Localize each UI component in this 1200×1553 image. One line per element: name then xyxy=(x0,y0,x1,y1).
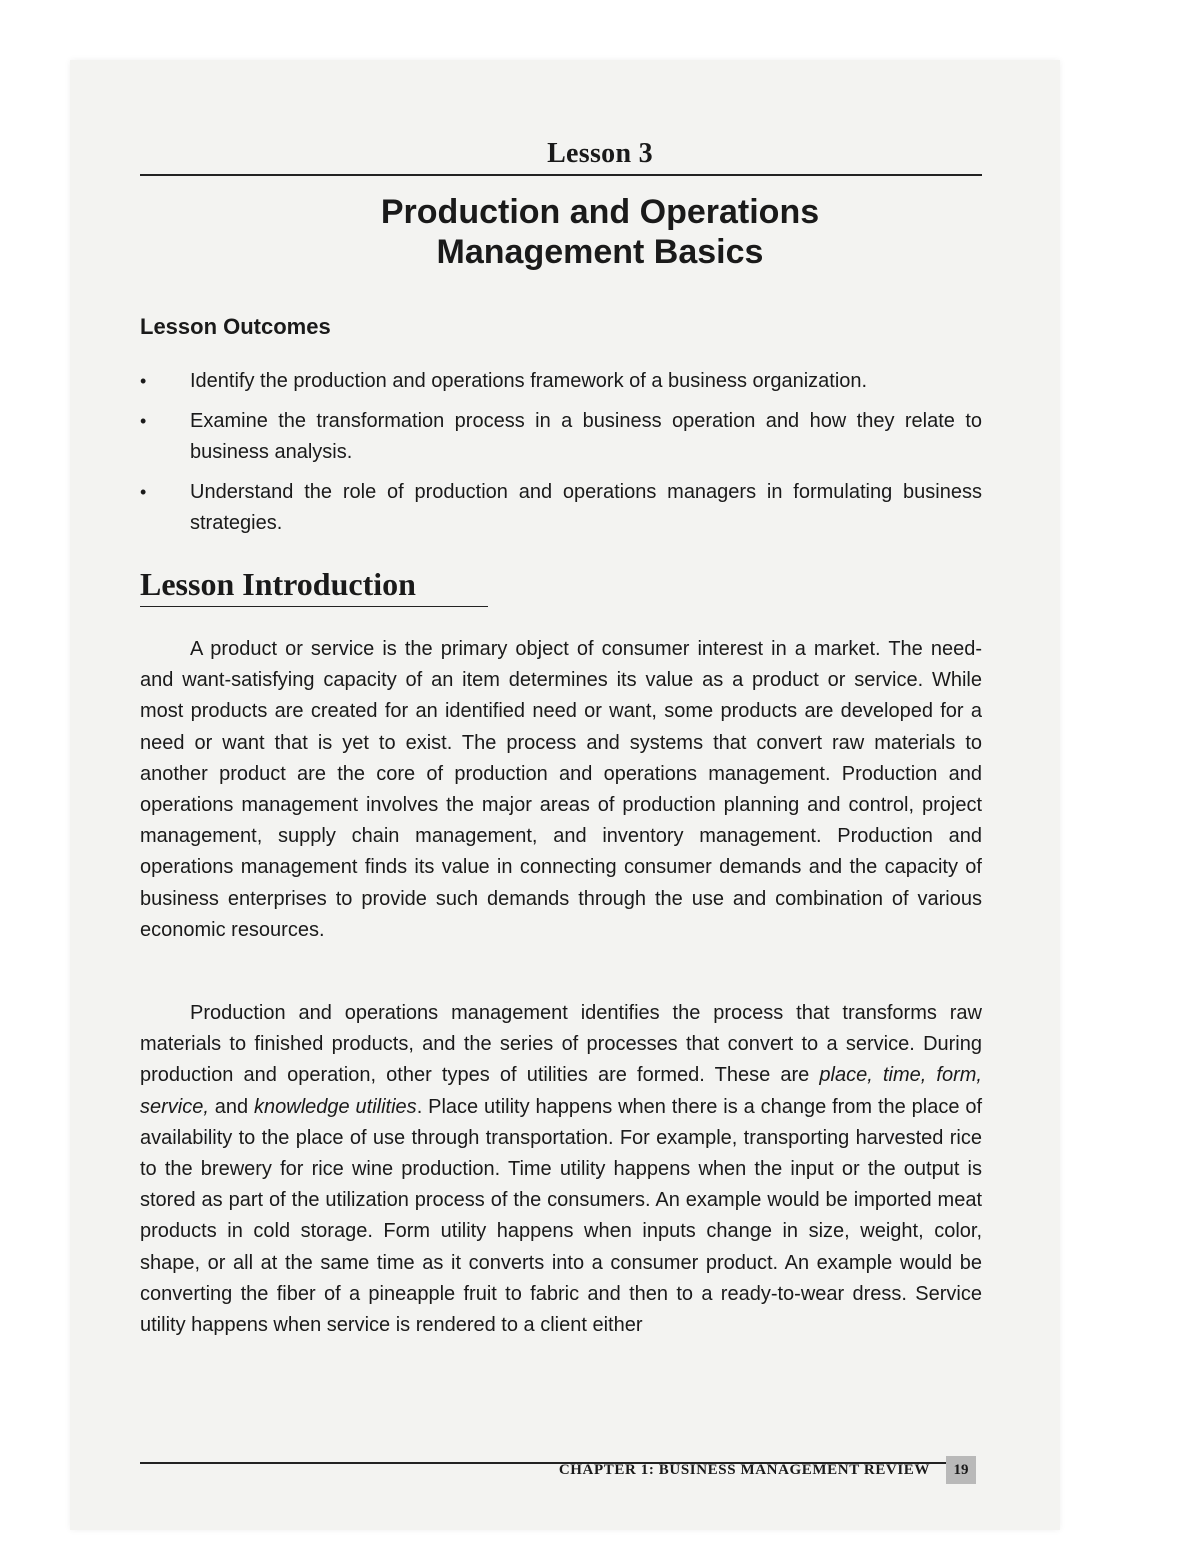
bullet-icon: • xyxy=(140,482,147,502)
page-number: 19 xyxy=(946,1456,976,1484)
outcome-text: Identify the production and operations framework of a business organization. xyxy=(190,370,868,392)
outcomes-heading: Lesson Outcomes xyxy=(140,314,331,339)
page-title xyxy=(0,192,1200,272)
knowledge-utilities: knowledge utilities xyxy=(254,1095,417,1118)
utilities-list: place, time, form, service, xyxy=(140,1064,982,1118)
outcome-item xyxy=(140,406,982,468)
title-line-2: Management Basics xyxy=(436,233,764,271)
introduction-heading: Lesson Introduction xyxy=(140,566,416,602)
bullet-icon: • xyxy=(140,411,147,431)
header-rule xyxy=(140,174,982,176)
title-line-1: Production and Operations xyxy=(380,193,820,231)
introduction-paragraph-2 xyxy=(140,998,982,1341)
paragraph-2-and: and xyxy=(208,1095,255,1118)
paragraph-2-text-end: . Place utility happens when there is a change from the place of availability to the place of use through transportation. For example, transporting harvested rice to the brewery for rice wine production. Time utility happens when the input or the output is stored as part of the utilization process of the consumers. An example would be imported meat products in cold storage. Form utility happens when inputs change in size, weight, color, shape, or all at the same time as it converts into a consumer product. An example would be converting the fiber of a pineapple fruit to fabric and then to a ready-to-wear dress. Service utility happens when service is rendered to a client either xyxy=(140,1095,982,1337)
outcome-item xyxy=(140,477,982,539)
lesson-number: Lesson 3 xyxy=(547,138,653,169)
introduction-paragraph-1: A product or service is the primary object of consumer interest in a market. The need- and want-satisfying capacity of an item determines its value as a product or service. While most products are created for an identified need or want, some products are developed for a need or want that is yet to exist. The process and systems that convert raw materials to another product are the core of production and operations management. Production and operations management involves the major areas of production planning and control, project management, supply chain management, and inventory management. Production and operations management finds its value in connecting consumer demands and the capacity of business enterprises to provide such demands through the use and combination of various economic resources. xyxy=(140,638,982,941)
outcome-text: Examine the transformation process in a business operation and how they relate to business analysis. xyxy=(190,410,982,463)
chapter-footer: CHAPTER 1: BUSINESS MANAGEMENT REVIEW xyxy=(558,1462,930,1478)
outcomes-list xyxy=(140,366,982,548)
bullet-icon: • xyxy=(140,371,147,391)
introduction-rule xyxy=(140,606,488,607)
outcome-item xyxy=(140,366,982,397)
outcome-text: Understand the role of production and operations managers in formulating business strategies. xyxy=(190,481,982,534)
paragraph-2-text-start: Production and operations management identifies the process that transforms raw materials to finished products, and the series of processes that convert to a service. During production and operation, other types of utilities are formed. These are xyxy=(140,1002,982,1087)
